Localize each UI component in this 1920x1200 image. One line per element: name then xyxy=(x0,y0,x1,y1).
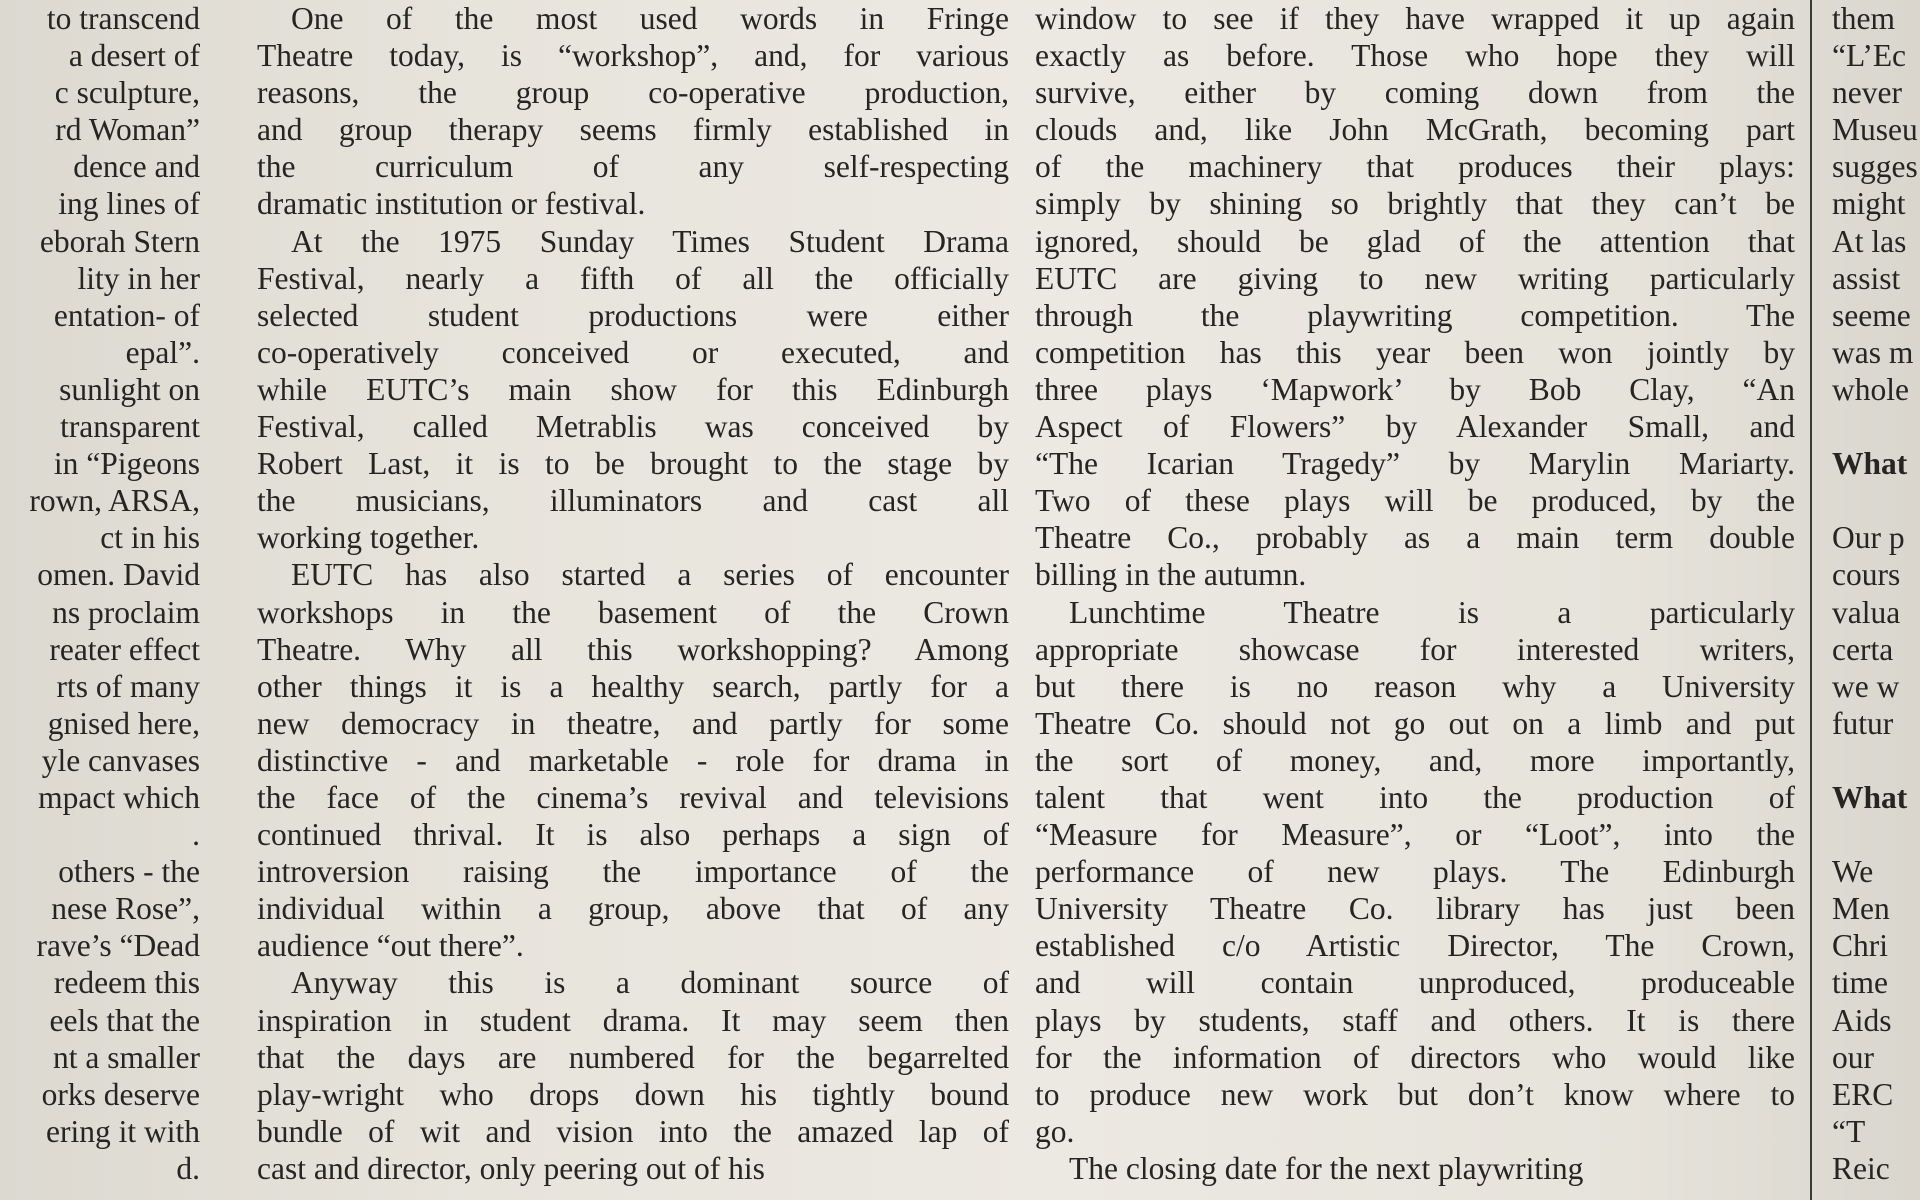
text-line: assist xyxy=(1832,260,1901,296)
text-line: nese Rose”, xyxy=(51,891,200,927)
text-line: yle canvases xyxy=(41,742,200,778)
text-line: others - the xyxy=(58,854,200,890)
text-line: through the playwriting competition. The xyxy=(1035,297,1795,333)
text-line: Theatre. Why all this workshopping? Among xyxy=(257,631,1009,667)
text-line: gnised here, xyxy=(47,705,200,741)
text-line: individual within a group, above that of any xyxy=(257,891,1009,927)
text-line: sugges xyxy=(1832,149,1918,185)
text-line: Lunchtime Theatre is a particularly xyxy=(1069,594,1795,630)
text-line: bundle of wit and vision into the amazed lap of xyxy=(257,1113,1009,1149)
text-line: billing in the autumn. xyxy=(1035,557,1307,593)
text-line: We xyxy=(1832,854,1874,890)
text-line: clouds and, like John McGrath, becoming part xyxy=(1035,112,1795,148)
text-line: epal”. xyxy=(125,334,200,370)
text-line: plays by students, staff and others. It is there xyxy=(1035,1002,1795,1038)
text-line: Festival, nearly a fifth of all the officially xyxy=(257,260,1009,296)
text-line xyxy=(1832,742,1920,779)
text-line: in “Pigeons xyxy=(53,446,200,482)
text-line: lity in her xyxy=(77,260,200,296)
text-line: of the machinery that produces their plays: xyxy=(1035,149,1795,185)
article-column-a xyxy=(257,0,1009,1187)
text-line: competition has this year been won jointly by xyxy=(1035,334,1795,370)
text-line: ering it with xyxy=(46,1113,200,1149)
text-line: go. xyxy=(1035,1113,1075,1149)
text-line: University Theatre Co. library has just been xyxy=(1035,891,1795,927)
text-line: ct in his xyxy=(100,520,200,556)
text-line xyxy=(1832,816,1920,853)
text-line: Our p xyxy=(1832,520,1905,556)
text-line: Chri xyxy=(1832,928,1889,964)
text-line: that the days are numbered for the begarrelted xyxy=(257,1039,1009,1075)
text-line: Robert Last, it is to be brought to the stage by xyxy=(257,446,1009,482)
text-line: sunlight on xyxy=(59,371,200,407)
text-line: One of the most used words in Fringe xyxy=(291,1,1009,36)
text-line: Theatre today, is “workshop”, and, for various xyxy=(257,38,1009,74)
text-line xyxy=(1832,482,1920,519)
text-line: continued thrival. It is also perhaps a sign of xyxy=(257,817,1009,853)
text-line: “L’Ec xyxy=(1832,38,1907,74)
text-line: Reic xyxy=(1832,1150,1890,1186)
text-line: play-wright who drops down his tightly bound xyxy=(257,1076,1009,1112)
text-line: mpact which xyxy=(38,779,200,815)
text-line: Men xyxy=(1832,891,1890,927)
text-line: rts of many xyxy=(56,668,200,704)
text-line: At las xyxy=(1832,223,1907,259)
text-line: Museu xyxy=(1832,112,1918,148)
text-line: the musicians, illuminators and cast all xyxy=(257,483,1009,519)
article-column-b xyxy=(1035,0,1795,1187)
text-line: seeme xyxy=(1832,297,1911,333)
text-line: rd Woman” xyxy=(55,112,200,148)
text-line: Aspect of Flowers” by Alexander Small, and xyxy=(1035,409,1795,445)
text-line: eels that the xyxy=(49,1002,200,1038)
text-line: Two of these plays will be produced, by the xyxy=(1035,483,1795,519)
text-line: our xyxy=(1832,1039,1874,1075)
text-line: eborah Stern xyxy=(39,223,200,259)
text-line: performance of new plays. The Edinburgh xyxy=(1035,854,1795,890)
text-line: and will contain unproduced, produceable xyxy=(1035,965,1795,1001)
text-line: “The Icarian Tragedy” by Marylin Mariarty. xyxy=(1035,446,1795,482)
text-line: them xyxy=(1832,1,1895,36)
text-line: while EUTC’s main show for this Edinburgh xyxy=(257,371,1009,407)
text-line: EUTC are giving to new writing particularly xyxy=(1035,260,1795,296)
text-line: dence and xyxy=(73,149,200,185)
text-line: ns proclaim xyxy=(52,594,200,630)
text-line: rown, ARSA, xyxy=(29,483,200,519)
text-line: for the information of directors who would like xyxy=(1035,1039,1795,1075)
text-line: three plays ‘Mapwork’ by Bob Clay, “An xyxy=(1035,371,1795,407)
text-line: cours xyxy=(1832,557,1901,593)
text-line: audience “out there”. xyxy=(257,928,524,964)
text-line: Anyway this is a dominant source of xyxy=(291,965,1009,1001)
text-line: the face of the cinema’s revival and televisions xyxy=(257,779,1009,815)
text-line: redeem this xyxy=(53,965,200,1001)
text-line: Festival, called Metrablis was conceived by xyxy=(257,409,1009,445)
text-line: might xyxy=(1832,186,1906,222)
text-line: valua xyxy=(1832,594,1901,630)
text-line: the sort of money, and, more importantly, xyxy=(1035,742,1795,778)
text-line: the curriculum of any self-respecting xyxy=(257,149,1009,185)
text-line: to transcend xyxy=(46,1,200,36)
text-line: futur xyxy=(1832,705,1894,741)
text-line: inspiration in student drama. It may seem then xyxy=(257,1002,1009,1038)
text-line: we w xyxy=(1832,668,1900,704)
text-line: The closing date for the next playwriting xyxy=(1069,1150,1584,1186)
text-line: window to see if they have wrapped it up again xyxy=(1035,1,1795,36)
text-line: workshops in the basement of the Crown xyxy=(257,594,1009,630)
text-line: was m xyxy=(1832,334,1914,370)
text-line: a desert of xyxy=(68,38,200,74)
text-line: Aids xyxy=(1832,1002,1892,1038)
text-line: ing lines of xyxy=(58,186,200,222)
text-line: d. xyxy=(176,1150,200,1186)
text-line: reasons, the group co-operative production, xyxy=(257,75,1009,111)
text-line: survive, either by coming down from the xyxy=(1035,75,1795,111)
text-line: ERC xyxy=(1832,1076,1894,1112)
text-line: exactly as before. Those who hope they will xyxy=(1035,38,1795,74)
text-line: Theatre Co., probably as a main term double xyxy=(1035,520,1795,556)
text-line: c sculpture, xyxy=(54,75,200,111)
text-line: . xyxy=(192,817,200,853)
text-line: “T xyxy=(1832,1113,1866,1149)
text-line: time xyxy=(1832,965,1888,1001)
text-line: “Measure for Measure”, or “Loot”, into the xyxy=(1035,817,1795,853)
text-line: nt a smaller xyxy=(53,1039,200,1075)
text-line: cast and director, only peering out of his xyxy=(257,1150,765,1186)
text-line: entation- of xyxy=(53,297,200,333)
text-line: appropriate showcase for interested writers, xyxy=(1035,631,1795,667)
text-line: never xyxy=(1832,75,1902,111)
text-line: dramatic institution or festival. xyxy=(257,186,646,222)
text-line: simply by shining so brightly that they can’t be xyxy=(1035,186,1795,222)
text-line: reater effect xyxy=(49,631,200,667)
text-line: omen. David xyxy=(37,557,200,593)
text-line: distinctive - and marketable - role for drama in xyxy=(257,742,1009,778)
text-line: new democracy in theatre, and partly for some xyxy=(257,705,1009,741)
text-line: but there is no reason why a University xyxy=(1035,668,1795,704)
text-line: whole xyxy=(1832,371,1909,407)
text-line: and group therapy seems firmly established in xyxy=(257,112,1009,148)
text-line: established c/o Artistic Director, The Crown, xyxy=(1035,928,1795,964)
text-line xyxy=(1832,408,1920,445)
text-line: EUTC has also started a series of encounter xyxy=(291,557,1009,593)
text-line: What xyxy=(1832,446,1908,482)
text-line: What xyxy=(1832,779,1908,815)
column-rule xyxy=(1810,0,1812,1200)
text-line: orks deserve xyxy=(41,1076,200,1112)
text-line: At the 1975 Sunday Times Student Drama xyxy=(291,223,1009,259)
text-line: co-operatively conceived or executed, and xyxy=(257,334,1009,370)
text-line: Theatre Co. should not go out on a limb and put xyxy=(1035,705,1795,741)
text-line: transparent xyxy=(60,409,200,445)
text-line: other things it is a healthy search, partly for a xyxy=(257,668,1009,704)
text-line: certa xyxy=(1832,631,1894,667)
right-clipped-column xyxy=(1832,0,1920,1187)
text-line: talent that went into the production of xyxy=(1035,779,1795,815)
text-line: ignored, should be glad of the attention that xyxy=(1035,223,1795,259)
text-line: rave’s “Dead xyxy=(36,928,200,964)
text-line: to produce new work but don’t know where to xyxy=(1035,1076,1795,1112)
left-clipped-column xyxy=(0,0,200,1187)
text-line: working together. xyxy=(257,520,480,556)
text-line: selected student productions were either xyxy=(257,297,1009,333)
text-line: introversion raising the importance of the xyxy=(257,854,1009,890)
